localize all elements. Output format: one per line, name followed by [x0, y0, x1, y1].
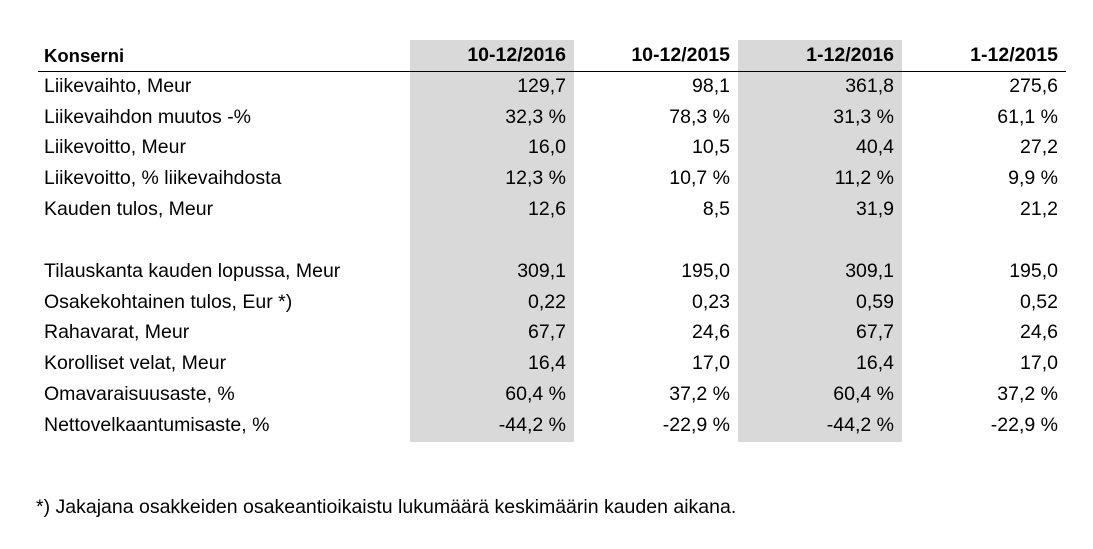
table-row: [38, 410, 1066, 441]
spacer-row: [38, 225, 1066, 256]
table-row: [38, 194, 1066, 225]
financial-summary-table: [38, 40, 1066, 441]
cell-value: 37,2 %: [997, 383, 1058, 406]
cell-value: 195,0: [1009, 259, 1058, 282]
cell-value: 67,7: [856, 321, 894, 344]
cell-value: 361,8: [845, 74, 894, 97]
table-row: [38, 318, 1066, 349]
cell-value: 24,6: [692, 321, 730, 344]
header-10-12-2016: 10-12/2016: [467, 44, 566, 66]
cell-value: -22,9 %: [662, 413, 730, 436]
table-row: [38, 256, 1066, 287]
row-label: Osakekohtainen tulos, Eur *): [44, 290, 293, 313]
cell-value: 12,6: [528, 198, 566, 221]
row-label: Korolliset velat, Meur: [44, 352, 227, 375]
cell-value: 21,2: [1020, 198, 1058, 221]
cell-value: 195,0: [681, 259, 730, 282]
cell-value: 10,7 %: [669, 167, 730, 190]
row-label: Rahavarat, Meur: [44, 321, 190, 344]
row-label: Liikevaihdon muutos -%: [44, 105, 252, 128]
cell-value: 31,3 %: [833, 105, 894, 128]
cell-value: -22,9 %: [990, 413, 1058, 436]
cell-value: 37,2 %: [669, 383, 730, 406]
row-label: Liikevoitto, % liikevaihdosta: [44, 167, 282, 190]
cell-value: 309,1: [845, 259, 894, 282]
cell-value: 0,59: [856, 290, 894, 313]
row-label: Tilauskanta kauden lopussa, Meur: [44, 259, 341, 282]
cell-value: 24,6: [1020, 321, 1058, 344]
cell-value: 16,4: [856, 352, 894, 375]
cell-value: 0,23: [692, 290, 730, 313]
cell-value: 16,4: [528, 352, 566, 375]
table-row: [38, 133, 1066, 164]
cell-value: 10,5: [692, 136, 730, 159]
cell-value: 17,0: [692, 352, 730, 375]
cell-value: 16,0: [528, 136, 566, 159]
footnote: *) Jakajana osakkeiden osakeantioikaistu lukumäärä keskimäärin kauden aikana.: [36, 496, 737, 518]
cell-value: -44,2 %: [498, 413, 566, 436]
cell-value: 8,5: [702, 198, 730, 221]
cell-value: 0,52: [1020, 290, 1058, 313]
cell-value: 12,3 %: [505, 167, 566, 190]
cell-value: 129,7: [517, 74, 566, 97]
cell-value: 60,4 %: [505, 383, 566, 406]
cell-value: 17,0: [1020, 352, 1058, 375]
header-1-12-2015: 1-12/2015: [970, 44, 1058, 66]
cell-value: 61,1 %: [997, 105, 1058, 128]
cell-value: 0,22: [528, 290, 566, 313]
cell-value: 275,6: [1009, 74, 1058, 97]
row-label: Kauden tulos, Meur: [44, 198, 214, 221]
cell-value: 27,2: [1020, 136, 1058, 159]
cell-value: 9,9 %: [1008, 167, 1058, 190]
cell-value: 31,9: [856, 198, 894, 221]
header-10-12-2015: 10-12/2015: [631, 44, 730, 66]
cell-value: 78,3 %: [669, 105, 730, 128]
cell-value: 11,2 %: [834, 167, 894, 190]
table-row: [38, 379, 1066, 410]
table-header-row: [38, 40, 1066, 71]
table-row: [38, 71, 1066, 102]
row-label: Nettovelkaantumisaste, %: [44, 413, 270, 436]
cell-value: -44,2 %: [826, 413, 894, 436]
table-row: [38, 348, 1066, 379]
row-label: Liikevaihto, Meur: [44, 74, 192, 97]
header-divider: [38, 71, 1066, 72]
cell-value: 98,1: [692, 74, 730, 97]
table-row: [38, 102, 1066, 133]
table-row: [38, 163, 1066, 194]
cell-value: 67,7: [528, 321, 566, 344]
cell-value: 309,1: [517, 259, 566, 282]
cell-value: 32,3 %: [505, 105, 566, 128]
cell-value: 40,4: [856, 136, 894, 159]
table-row: [38, 287, 1066, 318]
row-label: Omavaraisuusaste, %: [44, 383, 235, 406]
cell-value: 60,4 %: [833, 383, 894, 406]
header-konserni: Konserni: [44, 44, 125, 66]
header-1-12-2016: 1-12/2016: [806, 44, 894, 66]
row-label: Liikevoitto, Meur: [44, 136, 186, 159]
